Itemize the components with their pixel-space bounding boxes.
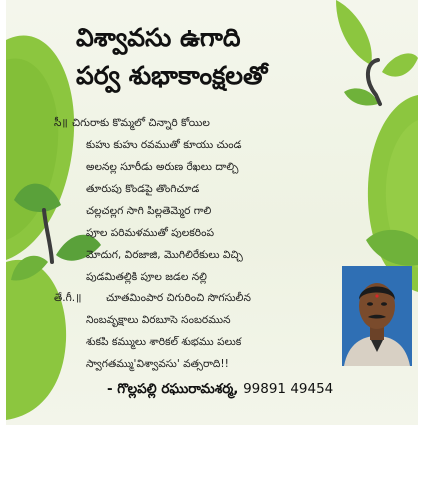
author-portrait-photo xyxy=(342,266,412,366)
poem-line: అలనల్ల సూరీడు అరుణ రేఖలు దాల్చి xyxy=(86,161,239,173)
poem-line: స్వాగతమ్ము'విశ్వావసు' వత్సరాది!! xyxy=(86,358,229,370)
author-phone: 99891 49454 xyxy=(243,381,334,397)
poem-line: చల్లచల్లగ సాగి పిల్లతెమ్మెర గాలి xyxy=(86,205,212,217)
author-name: - గొల్లపల్లి రఘురామశర్మ, xyxy=(107,381,239,397)
poem-line: పుడమితల్లికి పూల జడల నల్లి xyxy=(86,271,207,283)
poem-line: చిగురాకు కొమ్మలో చిన్నారి కోయిల xyxy=(72,117,210,129)
tetagiti-marker: తే.గీ.॥ xyxy=(54,292,82,304)
title-line-2: పర్వ శుభాకాంక్షలతో xyxy=(76,61,268,90)
greeting-card xyxy=(6,0,418,425)
author-signature xyxy=(107,378,333,400)
poem-line: పూల పరిమళముతో పులకరింప xyxy=(86,227,214,239)
poem-line: మోదుగ, విరజాజి, మొగిలిరేకులు విచ్చి xyxy=(86,249,243,261)
sisa-marker: సీ॥ xyxy=(54,117,68,129)
poem-line: కుహు కుహు రవముతో కూయు చుండ xyxy=(86,139,242,151)
poem-line: శుకపి కమ్ములు శారికల్ శుభము పలుక xyxy=(86,336,242,348)
poem-line: నింబవృక్షాలు విరబూసె సంబరమున xyxy=(86,314,231,326)
poem-line: తూరుపు కొండపై తొంగిచూడ xyxy=(86,183,200,195)
title-line-1: విశ్వావసు ఉగాది xyxy=(76,23,241,52)
author-portrait-icon xyxy=(342,266,412,366)
poem-line: చూతమింపార చిగురించి సొగసులీన xyxy=(106,292,251,304)
